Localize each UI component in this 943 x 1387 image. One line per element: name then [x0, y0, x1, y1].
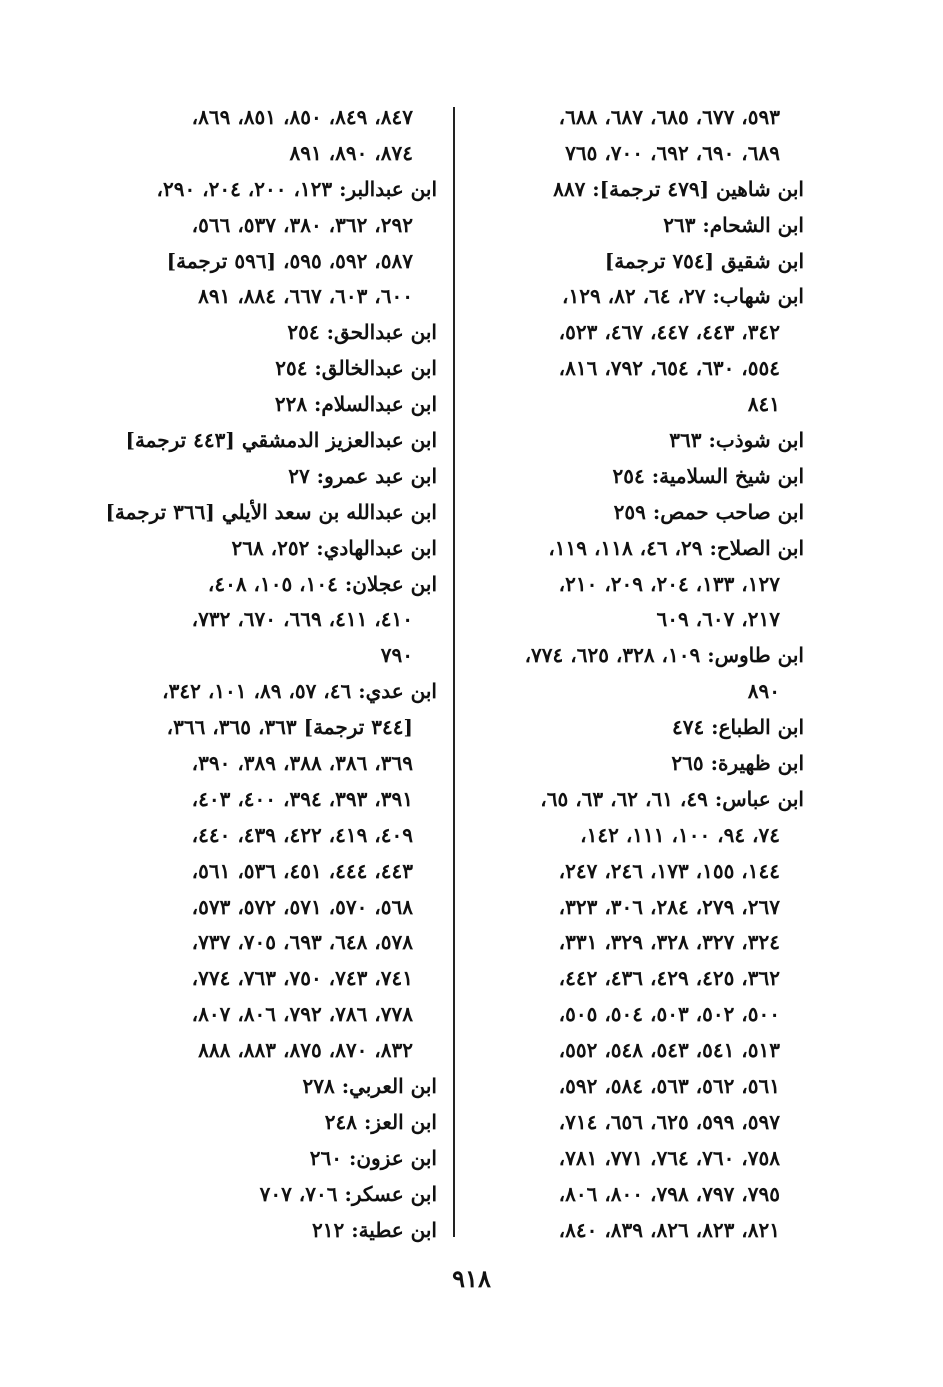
index-entry: ابن الطباع: ٤٧٤ — [671, 715, 804, 740]
index-entry: ابن العز: ٢٤٨ — [324, 1109, 437, 1134]
index-entry: ابن عبدالسلام: ٢٢٨ — [274, 392, 437, 417]
index-continuation-line: ٣٦٢، ٤٢٥، ٤٢٩، ٤٣٦، ٤٤٢، — [558, 966, 780, 991]
index-continuation-line: ٦٨٩، ٦٩٠، ٦٩٢، ٧٠٠، ٧٦٥ — [565, 140, 780, 165]
index-entry: ابن عبدالله بن سعد الأيلي [٣٦٦ ترجمة] — [105, 499, 437, 524]
index-entry: ابن الشحام: ٢٦٣ — [663, 212, 804, 237]
page-number: ٩١٨ — [452, 1264, 491, 1293]
index-entry: ابن العربي: ٢٧٨ — [302, 1074, 437, 1099]
index-entry: ابن عبدالبر: ١٢٣، ٢٠٠، ٢٠٤، ٢٩٠، — [156, 176, 437, 201]
index-continuation-line: ٥١٣، ٥٤١، ٥٤٣، ٥٤٨، ٥٥٢، — [558, 1038, 780, 1063]
index-continuation-line: ٧٩٠ — [380, 643, 413, 668]
index-continuation-line: ٤١٠، ٤١١، ٦٦٩، ٦٧٠، ٧٣٢، — [191, 607, 413, 632]
index-entry: ابن شهاب: ٢٧، ٦٤، ٨٢، ١٢٩، — [562, 284, 804, 309]
index-continuation-line: ٣٢٤، ٣٢٧، ٣٢٨، ٣٢٩، ٣٣١، — [558, 930, 780, 955]
index-entry: ابن عسكر: ٧٠٦، ٧٠٧ — [259, 1181, 437, 1206]
index-entry: ابن صاحب حمص: ٢٥٩ — [613, 499, 804, 524]
index-continuation-line: [٣٤٤ ترجمة] ٣٦٣، ٣٦٥، ٣٦٦، — [166, 715, 413, 740]
index-entry: ابن عزون: ٢٦٠ — [309, 1145, 437, 1170]
index-entry: ابن عبد عمرو: ٢٧ — [288, 463, 437, 488]
column-divider — [453, 107, 455, 1237]
index-entry: ابن عبدالهادي: ٢٥٢، ٢٦٨ — [231, 535, 437, 560]
index-continuation-line: ٥٠٠، ٥٠٢، ٥٠٣، ٥٠٤، ٥٠٥، — [558, 1002, 780, 1027]
index-column-right — [484, 100, 804, 1249]
index-continuation-line: ١٢٧، ١٣٣، ٢٠٤، ٢٠٩، ٢١٠، — [558, 571, 780, 596]
index-entry: ابن عبدالخالق: ٢٥٤ — [275, 356, 437, 381]
index-continuation-line: ٧٤، ٩٤، ١٠٠، ١١١، ١٤٢، — [580, 822, 780, 847]
index-continuation-line: ٤٠٩، ٤١٩، ٤٢٢، ٤٣٩، ٤٤٠، — [191, 822, 413, 847]
index-entry: ابن الصلاح: ٢٩، ٤٦، ١١٨، ١١٩، — [548, 535, 804, 560]
index-entry: ابن عبدالحق: ٢٥٤ — [287, 320, 437, 345]
index-continuation-line: ٨٣٢، ٨٧٠، ٨٧٥، ٨٨٣، ٨٨٨ — [198, 1038, 413, 1063]
index-entry: ابن شقيق [٧٥٤ ترجمة] — [604, 248, 804, 273]
index-entry: ابن عبدالعزيز الدمشقي [٤٤٣ ترجمة] — [125, 428, 437, 453]
index-entry: ابن شاهين [٤٧٩ ترجمة]: ٨٨٧ — [553, 176, 804, 201]
index-continuation-line: ٥٧٨، ٦٤٨، ٦٩٣، ٧٠٥، ٧٣٧، — [191, 930, 413, 955]
index-continuation-line: ٢٦٧، ٢٧٩، ٢٨٤، ٣٠٦، ٣٢٣، — [558, 894, 780, 919]
index-continuation-line: ٣٦٩، ٣٨٦، ٣٨٨، ٣٨٩، ٣٩٠، — [191, 751, 413, 776]
index-continuation-line: ٣٩١، ٣٩٣، ٣٩٤، ٤٠٠، ٤٠٣، — [191, 786, 413, 811]
index-continuation-line: ٥٦١، ٥٦٢، ٥٦٣، ٥٨٤، ٥٩٢، — [558, 1074, 780, 1099]
index-entry: ابن شيخ السلامية: ٢٥٤ — [612, 463, 804, 488]
index-continuation-line: ٧٧٨، ٧٨٦، ٧٩٢، ٨٠٦، ٨٠٧، — [191, 1002, 413, 1027]
index-continuation-line: ٢١٧، ٦٠٧، ٦٠٩ — [656, 607, 780, 632]
index-continuation-line: ٦٠٠، ٦٠٣، ٦٦٧، ٨٨٤، ٨٩١ — [198, 284, 413, 309]
index-continuation-line: ٨٤٧، ٨٤٩، ٨٥٠، ٨٥١، ٨٦٩، — [191, 105, 413, 129]
index-continuation-line: ٨٩٠ — [747, 679, 780, 704]
index-entry: ابن ظهيرة: ٢٦٥ — [671, 751, 804, 776]
index-entry: ابن عدي: ٤٦، ٥٧، ٨٩، ١٠١، ٣٤٢، — [162, 679, 437, 704]
index-entry: ابن عجلان: ١٠٤، ١٠٥، ٤٠٨، — [207, 571, 437, 596]
index-continuation-line: ٢٩٢، ٣٦٢، ٣٨٠، ٥٣٧، ٥٦٦، — [191, 212, 413, 237]
index-continuation-line: ٨٢١، ٨٢٣، ٨٢٦، ٨٣٩، ٨٤٠، — [558, 1217, 780, 1242]
index-continuation-line: ٥٩٧، ٥٩٩، ٦٢٥، ٦٥٦، ٧١٤، — [558, 1109, 780, 1134]
index-continuation-line: ٣٤٢، ٤٤٣، ٤٤٧، ٤٦٧، ٥٢٣، — [558, 320, 780, 345]
index-continuation-line: ١٤٤، ١٥٥، ١٧٣، ٢٤٦، ٢٤٧، — [558, 858, 780, 883]
index-continuation-line: ٥٦٨، ٥٧٠، ٥٧١، ٥٧٢، ٥٧٣، — [191, 894, 413, 919]
index-continuation-line: ٧٥٨، ٧٦٠، ٧٦٤، ٧٧١، ٧٨١، — [558, 1145, 780, 1170]
index-entry: ابن شوذب: ٣٦٣ — [669, 428, 804, 453]
index-continuation-line: ٨٤١ — [747, 392, 780, 417]
index-entry: ابن طاوس: ١٠٩، ٣٢٨، ٦٢٥، ٧٧٤، — [524, 643, 804, 668]
index-continuation-line: ٥٥٤، ٦٣٠، ٦٥٤، ٧٩٢، ٨١٦، — [558, 356, 780, 381]
index-continuation-line: ٥٨٧، ٥٩٢، ٥٩٥، [٥٩٦ ترجمة] — [166, 248, 413, 273]
index-continuation-line: ٧٤١، ٧٤٣، ٧٥٠، ٧٦٣، ٧٧٤، — [191, 966, 413, 991]
index-entry: ابن عباس: ٤٩، ٦١، ٦٢، ٦٣، ٦٥، — [540, 786, 804, 811]
index-column-left — [97, 100, 437, 1249]
index-continuation-line: ٤٤٣، ٤٤٤، ٤٥١، ٥٣٦، ٥٦١، — [191, 858, 413, 883]
index-continuation-line: ٧٩٥، ٧٩٧، ٧٩٨، ٨٠٠، ٨٠٦، — [558, 1181, 780, 1206]
index-continuation-line: ٥٩٣، ٦٧٧، ٦٨٥، ٦٨٧، ٦٨٨، — [558, 105, 780, 129]
index-continuation-line: ٨٧٤، ٨٩٠، ٨٩١ — [289, 140, 413, 165]
index-entry: ابن عطية: ٢١٢ — [312, 1217, 437, 1242]
